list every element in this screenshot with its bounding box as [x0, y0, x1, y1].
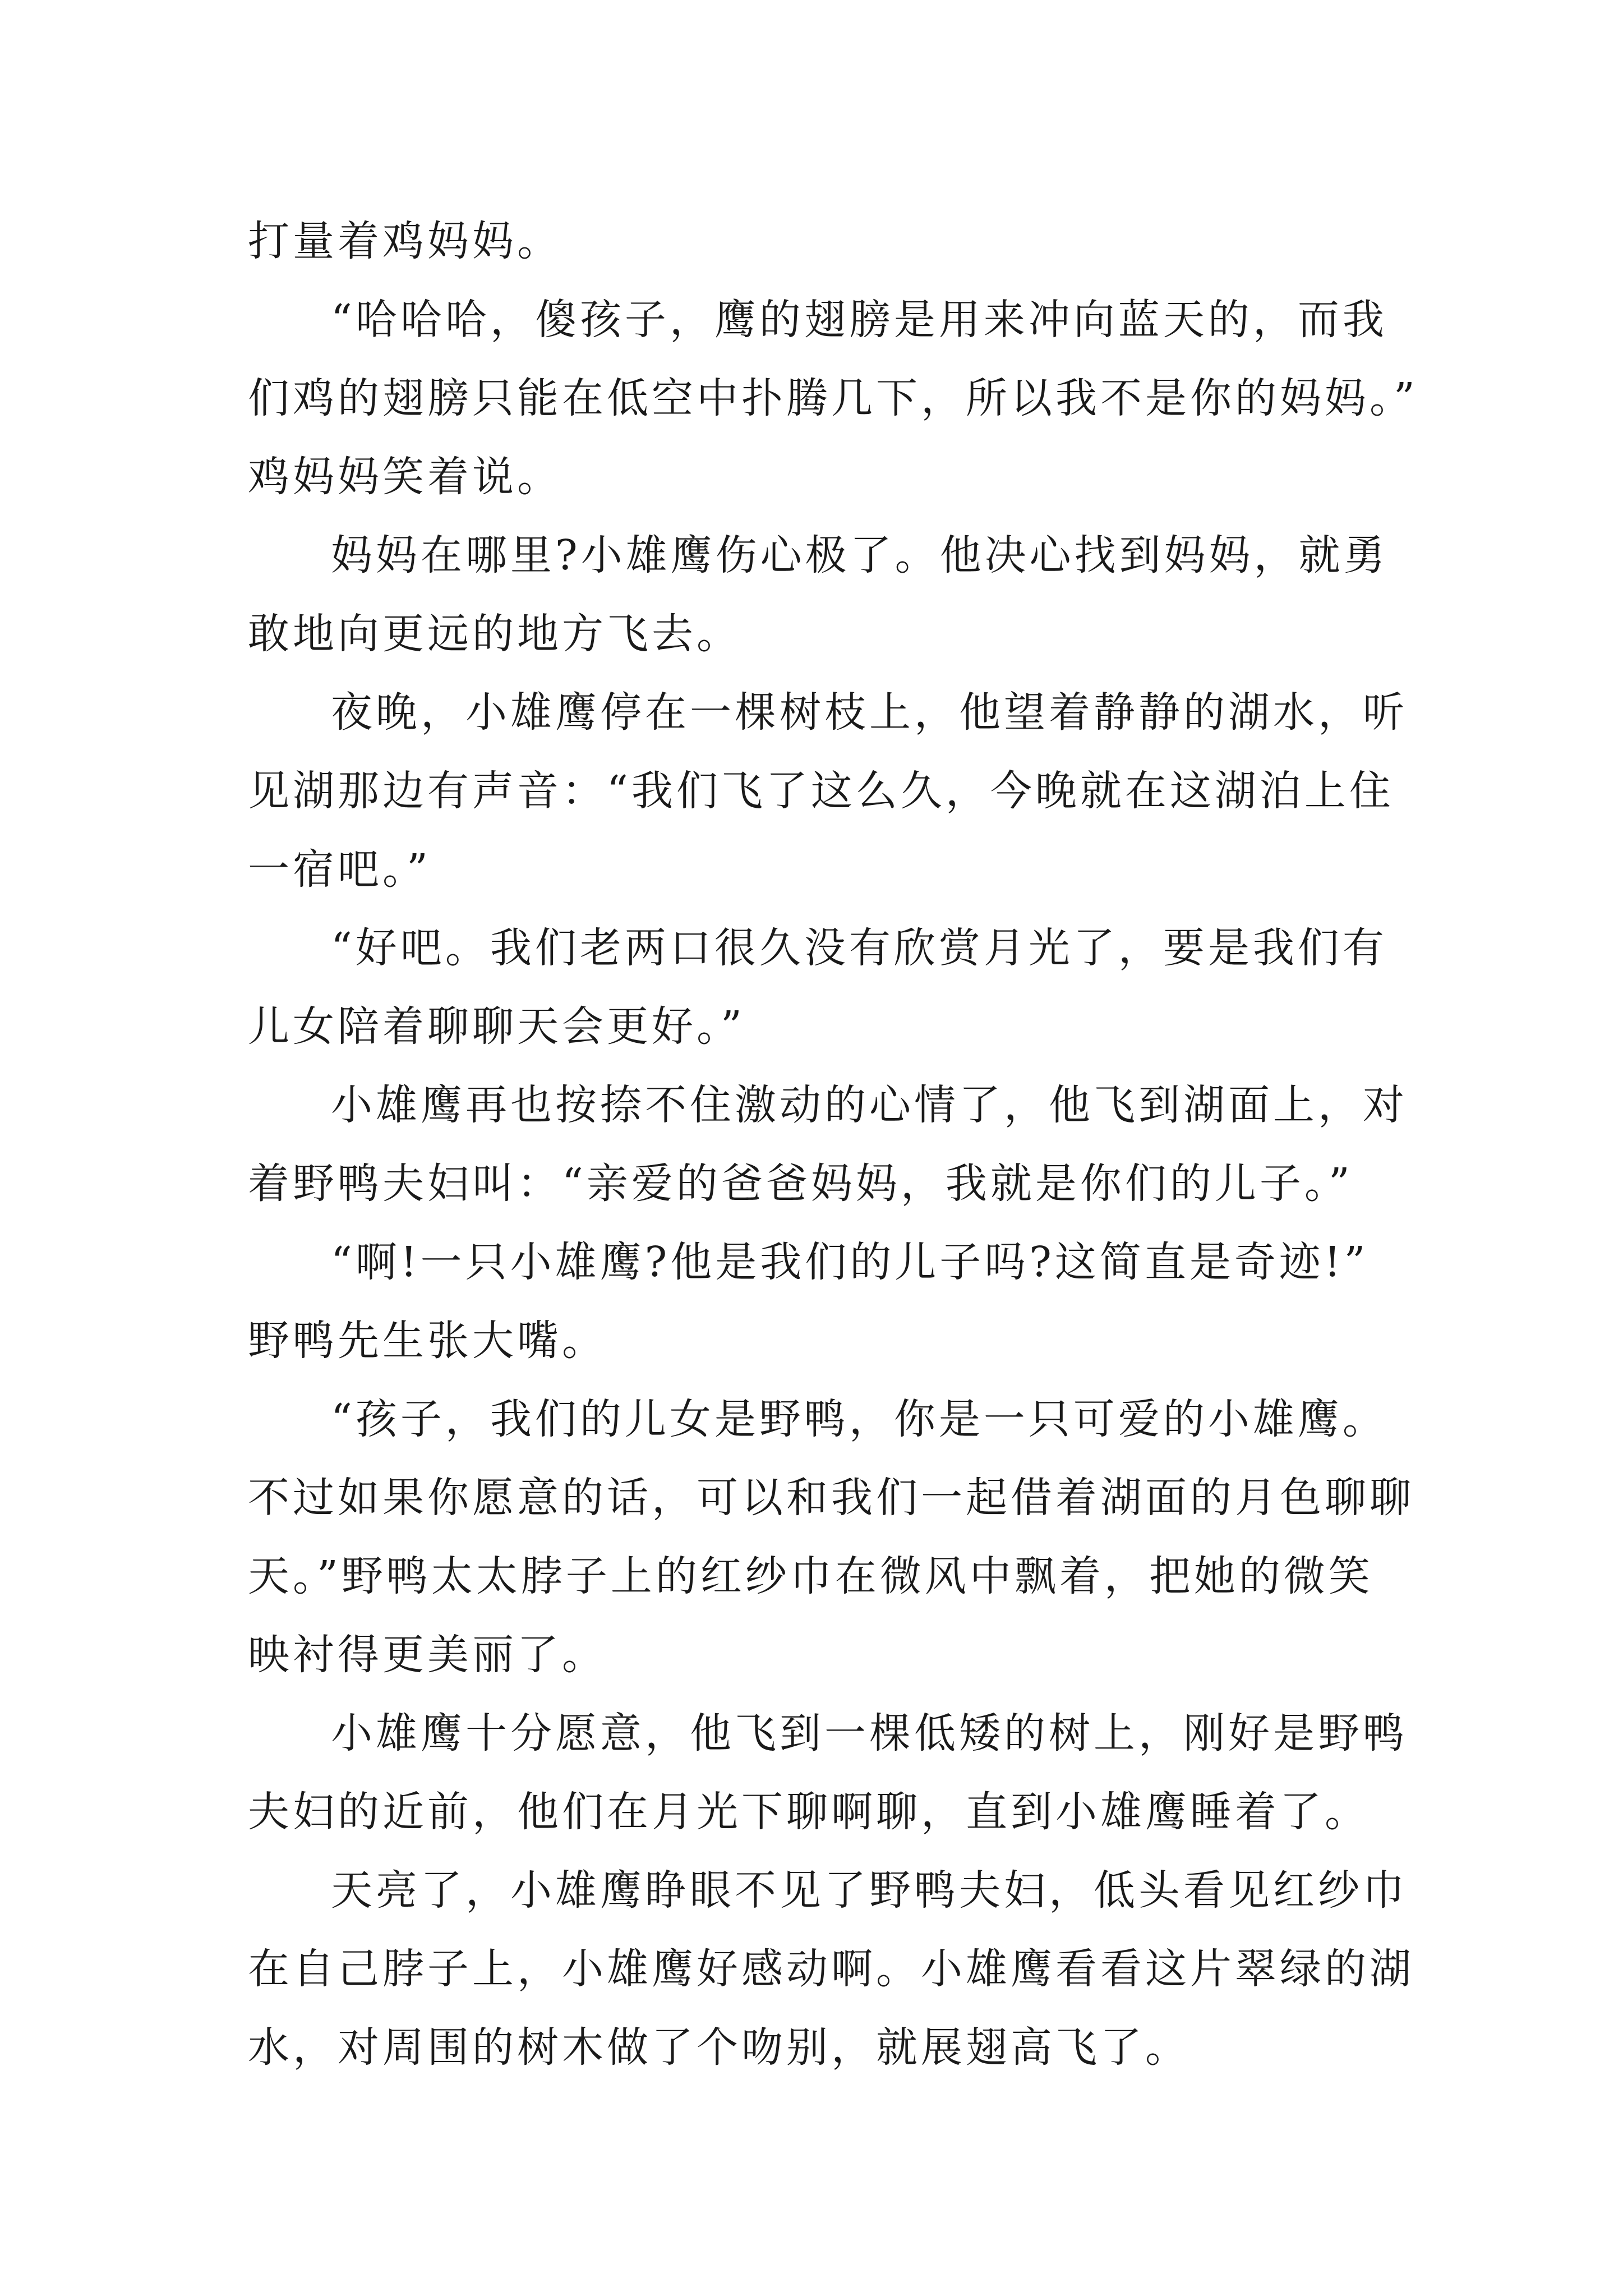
text-line: 小雄鹰再也按捺不住激动的心情了，他飞到湖面上，对 [331, 1081, 1408, 1129]
paragraph [248, 202, 1414, 280]
paragraph [248, 280, 1418, 516]
text-line: 天。”野鸭太太脖子上的红纱巾在微风中飘着，把她的微笑 [248, 1552, 1373, 1600]
text-line: 映衬得更美丽了。 [248, 1631, 607, 1679]
text-line: 野鸭先生张大嘴。 [248, 1317, 607, 1365]
text-line: 鸡妈妈笑着说。 [248, 453, 562, 501]
paragraph [248, 516, 1414, 673]
text-line: 在自己脖子上，小雄鹰好感动啊。小雄鹰看看这片翠绿的湖 [248, 1945, 1414, 1993]
paragraph [248, 1851, 1414, 2087]
text-line: “哈哈哈，傻孩子，鹰的翅膀是用来冲向蓝天的，而我 [331, 296, 1387, 344]
text-line: 见湖那边有声音：“我们飞了这么久，今晚就在这湖泊上住 [248, 767, 1394, 815]
paragraph [248, 1066, 1414, 1223]
text-line: 着野鸭夫妇叫：“亲爱的爸爸妈妈，我就是你们的儿子。” [248, 1159, 1353, 1208]
paragraph [248, 909, 1414, 1066]
text-line: 打量着鸡妈妈。 [248, 217, 562, 265]
text-line: “好吧。我们老两口很久没有欣赏月光了，要是我们有 [331, 924, 1387, 972]
text-line: 夜晚，小雄鹰停在一棵树枝上，他望着静静的湖水，听 [331, 688, 1408, 737]
document-body [248, 202, 1418, 2087]
paragraph [248, 673, 1414, 909]
text-line: “孩子，我们的儿女是野鸭，你是一只可爱的小雄鹰。 [331, 1395, 1387, 1443]
text-line: 们鸡的翅膀只能在低空中扑腾几下，所以我不是你的妈妈。” [248, 374, 1418, 422]
text-line: 妈妈在哪里?小雄鹰伤心极了。他决心找到妈妈，就勇 [331, 531, 1389, 579]
text-line: 不过如果你愿意的话，可以和我们一起借着湖面的月色聊聊 [248, 1474, 1414, 1522]
text-line: 水，对周围的树木做了个吻别，就展翅高飞了。 [248, 2023, 1190, 2072]
text-line: “啊!一只小雄鹰?他是我们的儿子吗?这简直是奇迹!” [331, 1238, 1369, 1286]
paragraph [248, 1223, 1414, 1380]
paragraph [248, 1380, 1414, 1694]
text-line: 敢地向更远的地方飞去。 [248, 610, 741, 658]
text-line: 一宿吧。” [248, 845, 431, 894]
text-line: 小雄鹰十分愿意，他飞到一棵低矮的树上，刚好是野鸭 [331, 1709, 1408, 1757]
text-line: 天亮了，小雄鹰睁眼不见了野鸭夫妇，低头看见红纱巾 [331, 1866, 1408, 1915]
text-line: 儿女陪着聊聊天会更好。” [248, 1002, 745, 1051]
paragraph [248, 1694, 1414, 1851]
text-line: 夫妇的近前，他们在月光下聊啊聊，直到小雄鹰睡着了。 [248, 1788, 1370, 1836]
